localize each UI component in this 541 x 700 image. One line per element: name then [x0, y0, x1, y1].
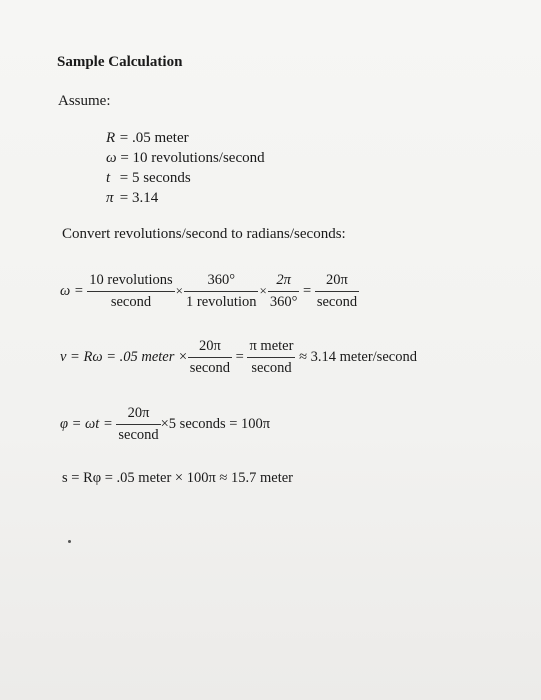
- eq2-f1-denominator: second: [189, 360, 231, 376]
- given-symbol: ω: [106, 150, 117, 166]
- eq1-fraction-2: [184, 272, 258, 311]
- equation-velocity: [60, 338, 417, 377]
- eq2-result: ≈ 3.14 meter/second: [299, 348, 417, 365]
- eq1-fraction-1: [87, 272, 174, 311]
- eq1-fraction-4: [315, 272, 359, 311]
- eq1-fraction-3: [268, 272, 300, 311]
- given-radius: [106, 130, 189, 147]
- eq2-f1-numerator: 20π: [188, 338, 232, 358]
- equation-arc-length: s = Rφ = .05 meter × 100π ≈ 15.7 meter: [62, 470, 294, 486]
- given-value: = 5 seconds: [119, 170, 191, 186]
- eq3-f1-numerator: 20π: [116, 405, 160, 425]
- given-time: [106, 170, 191, 187]
- eq2-fraction-2: [247, 338, 295, 377]
- eq3-result: ×5 seconds = 100π: [160, 415, 271, 432]
- eq2-equals: =: [235, 348, 244, 365]
- eq1-f2-numerator: 360°: [184, 272, 258, 292]
- eq3-lhs: φ = ωt =: [60, 415, 113, 432]
- given-value: = .05 meter: [119, 130, 189, 146]
- eq1-equals: =: [303, 282, 312, 299]
- eq2-f2-denominator: second: [251, 360, 292, 376]
- given-symbol: π: [106, 190, 114, 206]
- eq3-f1-denominator: second: [118, 427, 159, 443]
- eq2-f2-numerator: π meter: [247, 338, 295, 358]
- page-speck: [68, 540, 71, 543]
- eq1-f2-denominator: 1 revolution: [186, 294, 257, 310]
- eq2-lhs: v = Rω = .05 meter ×: [60, 348, 188, 365]
- page-title: Sample Calculation: [57, 54, 183, 70]
- given-symbol: t: [106, 170, 111, 186]
- given-angular-velocity: [106, 150, 265, 167]
- eq1-times-1: ×: [175, 282, 183, 298]
- eq1-f1-denominator: second: [110, 294, 152, 310]
- given-symbol: R: [106, 130, 116, 146]
- assume-label: Assume:: [58, 93, 111, 109]
- eq1-f1-numerator: 10 revolutions: [87, 272, 174, 292]
- eq3-fraction-1: [116, 405, 160, 444]
- eq1-f4-denominator: second: [316, 294, 358, 310]
- eq1-times-2: ×: [259, 282, 267, 298]
- equation-angle: [60, 405, 270, 444]
- eq1-lhs: ω =: [60, 282, 84, 299]
- equation-omega-conversion: [60, 272, 359, 311]
- eq1-f3-denominator: 360°: [269, 294, 298, 310]
- given-pi: [106, 190, 158, 207]
- eq2-fraction-1: [188, 338, 232, 377]
- eq1-f3-numerator: 2π: [268, 272, 300, 292]
- convert-instruction: Convert revolutions/second to radians/seconds:: [62, 226, 346, 242]
- given-value: = 3.14: [119, 190, 159, 206]
- given-value: = 10 revolutions/second: [120, 150, 265, 166]
- eq1-f4-numerator: 20π: [315, 272, 359, 292]
